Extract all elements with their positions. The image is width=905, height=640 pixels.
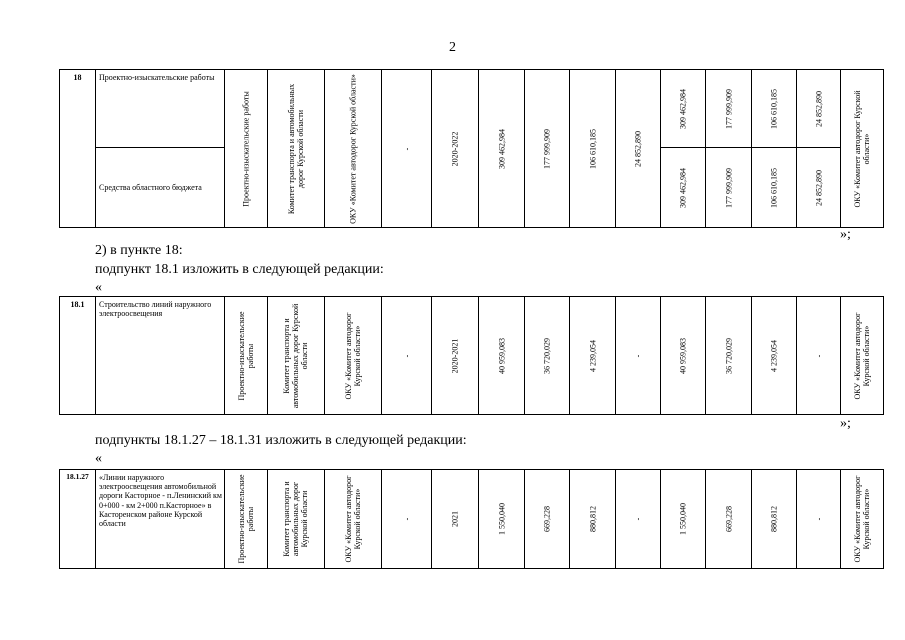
total-amount: 40 959,083 [479,297,525,415]
r-year2-amount: 880,812 [752,470,797,569]
r-total-amount: 40 959,083 [661,297,706,415]
dash-cell: - [382,470,432,569]
r-year3-amount: - [797,470,841,569]
period: 2021 [432,470,479,569]
right-executor: ОКУ «Комитет автодорог Курской области» [841,70,884,228]
r-year2-amount: 4 239,054 [752,297,797,415]
section3-heading: подпункты 18.1.27 – 18.1.31 изложить в следующей редакции: [95,433,467,448]
dash-cell: - [382,297,432,415]
year3-amount: - [616,470,661,569]
quote-open-2: « [95,280,102,295]
r2-year2-amount: 106 610,185 [752,148,797,228]
right-executor: ОКУ «Комитет автодорог Курской области» [841,470,884,569]
work-kind: Проектно-изыскательские работы [225,70,268,228]
item-number: 18 [60,70,96,228]
r2-year3-amount: 24 852,890 [797,148,841,228]
period: 2020-2021 [432,297,479,415]
dash-cell: - [382,70,432,228]
table-item-18 [59,69,884,228]
item-name: Строительство линий наружного электроосвещения [96,297,225,415]
year2-amount: 106 610,185 [570,70,616,228]
customer: Комитет транспорта и автомобильных дорог Курской области [268,297,325,415]
table-item-18-1-27 [59,469,884,569]
section2-heading: 2) в пункте 18: [95,243,183,258]
r-year1-amount: 36 720,029 [706,297,752,415]
work-kind: Проектно-изыскательские работы [225,297,268,415]
item-number: 18.1 [60,297,96,415]
executor: ОКУ «Комитет автодорог Курской области» [325,70,382,228]
year2-amount: 880,812 [570,470,616,569]
work-kind: Проектно-изыскательские работы [225,470,268,569]
year3-amount: - [616,297,661,415]
r-year1-amount: 669,228 [706,470,752,569]
item-name: «Линии наружного электроосвещения автомобильной дороги Касторное - п.Ленинский км 0+000 - км 2+000 п.Касторное» в Касторенском районе Курской области [96,470,225,569]
executor: ОКУ «Комитет автодорог Курской области» [325,297,382,415]
section2-subheading: подпункт 18.1 изложить в следующей редакции: [95,262,384,277]
table-item-18-1 [59,296,884,415]
period: 2020-2022 [432,70,479,228]
total-amount: 1 550,040 [479,470,525,569]
quote-end-1: »; [840,227,851,242]
r-total-amount: 1 550,040 [661,470,706,569]
r2-total-amount: 309 462,984 [661,148,706,228]
quote-open-3: « [95,451,102,466]
funding-source: Средства областного бюджета [96,148,225,228]
year1-amount: 177 999,909 [525,70,570,228]
r-year1-amount: 177 999,909 [706,70,752,148]
item-number: 18.1.27 [60,470,96,569]
year1-amount: 36 720,029 [525,297,570,415]
r-year3-amount: 24 852,890 [797,70,841,148]
executor: ОКУ «Комитет автодорог Курской области» [325,470,382,569]
customer: Комитет транспорта и автомобильных дорог Курской области [268,70,325,228]
page-number: 2 [449,40,456,55]
item-name: Проектно-изыскательские работы [96,70,225,148]
r-year3-amount: - [797,297,841,415]
year3-amount: 24 852,890 [616,70,661,228]
right-executor: ОКУ «Комитет автодорог Курской области» [841,297,884,415]
year2-amount: 4 239,054 [570,297,616,415]
quote-end-2: »; [840,416,851,431]
total-amount: 309 462,984 [479,70,525,228]
year1-amount: 669,228 [525,470,570,569]
r-total-amount: 309 462,984 [661,70,706,148]
r-year2-amount: 106 610,185 [752,70,797,148]
r2-year1-amount: 177 999,909 [706,148,752,228]
customer: Комитет транспорта и автомобильных дорог Курской области [268,470,325,569]
